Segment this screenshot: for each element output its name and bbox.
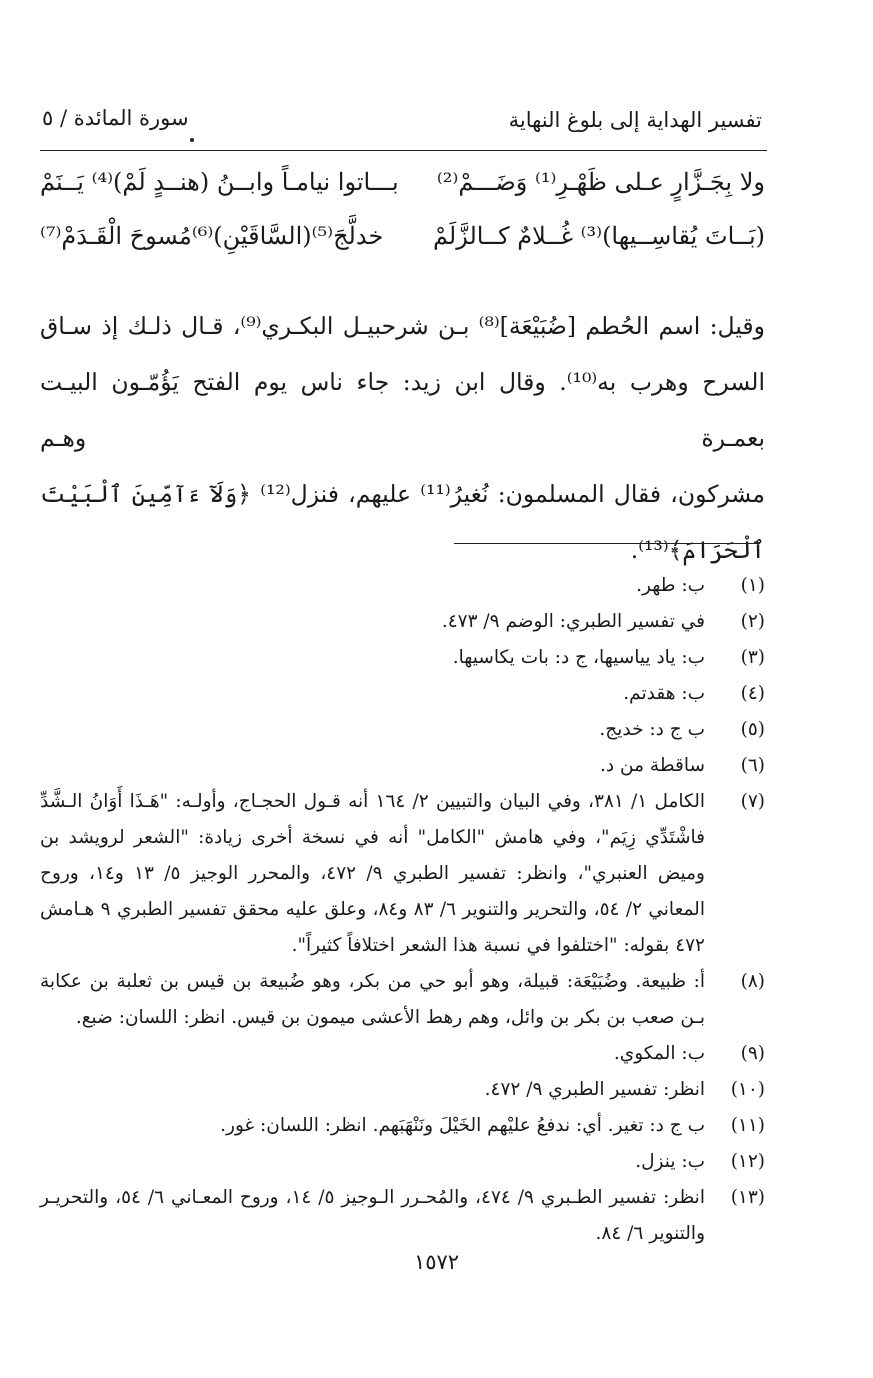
footnote [40, 1108, 765, 1144]
footnote [40, 604, 765, 640]
verse-hemistich-left: خدلَّجَ⁽⁵⁾(السَّاقَيْنِ)⁽⁶⁾مُسوحَ الْقَـدَمْ⁽⁷⁾ [40, 222, 384, 250]
footnote [40, 964, 765, 1036]
footnote-number: (١٣) [730, 1187, 765, 1208]
footnote [40, 676, 765, 712]
footnote-number: (٤) [740, 683, 765, 704]
footnote-text: ساقطة من د. [600, 755, 705, 776]
footnote-text: ب: ياد يياسيها، ج د: بات يكاسيها. [452, 647, 705, 668]
footnote [40, 640, 765, 676]
footnote [40, 748, 765, 784]
body-line: وقيل: اسم الحُطم [ضُبَيْعَة]⁽⁸⁾ بـن شرحبيـل البكـري⁽⁹⁾، قـال ذلـك إذ سـاق [40, 312, 765, 340]
footnote-text: ب: هقدتم. [623, 683, 705, 704]
footnote-text: ب ج د: تغير. أي: ندفعُ عليْهم الخَيْلَ ونَنْهَبَهم. انظر: اللسان: غور. [220, 1115, 705, 1136]
footnote [40, 712, 765, 748]
footnote-divider [454, 543, 760, 544]
verse-hemistich-left: بـــاتوا نيامـاً وابــنُ (هنــدٍ لَمْ)⁽⁴⁾ يَــنَمْ [40, 168, 399, 196]
poetry-verse [40, 168, 765, 216]
header-divider [40, 150, 767, 151]
book-title: تفسير الهداية إلى بلوغ النهاية [508, 108, 762, 132]
body-line: السرح وهرب به⁽¹⁰⁾. وقال ابن زيد: جاء ناس يوم الفتح يَؤُمّـون البيـت بعمـرة وهـم [40, 368, 765, 452]
footnote [40, 1072, 765, 1108]
body-line: مشركون، فقال المسلمون: نُغيرُ⁽¹¹⁾ عليهم، فنزل⁽¹²⁾ ﴿وَلَآ ءَآمِّينَ ٱلْبَيْتَ ٱلْحَرَامَ﴾⁽¹³⁾. [40, 480, 765, 564]
header-dot [190, 138, 194, 142]
footnote [40, 1180, 765, 1252]
footnote-number: (١١) [730, 1115, 765, 1136]
poetry-verse [40, 222, 765, 270]
footnote-number: (٩) [740, 1043, 765, 1064]
footnote-number: (٨) [740, 971, 765, 992]
footnote-text: ب: المكوي. [613, 1043, 705, 1064]
footnote-text: في تفسير الطبري: الوضم ٩/ ٤٧٣. [441, 611, 705, 632]
footnote-text: انظر: تفسير الطبري ٩/ ٤٧٢. [484, 1079, 705, 1100]
footnote-text: انظر: تفسير الطـبري ٩/ ٤٧٤، والمُحـرر الـوجيز ٥/ ١٤، وروح المعـاني ٦/ ٥٤، والتحريـر والتنوير ٦/ ٨٤. [40, 1187, 705, 1244]
footnote [40, 568, 765, 604]
footnote [40, 1144, 765, 1180]
body-paragraph [40, 298, 765, 578]
footnote-number: (٧) [740, 791, 765, 812]
footnote-number: (١٠) [730, 1079, 765, 1100]
footnote [40, 784, 765, 964]
page-number: ١٥٧٢ [413, 1250, 460, 1274]
footnote-number: (٢) [740, 611, 765, 632]
footnote-number: (١٢) [730, 1151, 765, 1172]
footnote-text: الكامل ١/ ٣٨١، وفي البيان والتبيين ٢/ ١٦٤ أنه قـول الحجـاج، وأولـه: "هَـذَا أَوَانُ الـشَّدِّ فاشْتَدِّي زِيَم"، وفي هامش "الكامل" أنه في نسخة أخرى زيادة: "الشعر لرويشد بن وميض العنبري"، وانظر: تفسير الطبري ٩/ ٤٧٢، والمحرر الوجيز ٥/ ١٣ و١٤، وروح المعاني ٢/ ٥٤، والتحرير والتنوير ٦/ ٨٣ و٨٤، وعلق عليه محقق تفسير الطبري ٩ هـامش ٤٧٢ بقوله: "اختلفوا في نسبة هذا الشعر اختلافاً كثيراً". [40, 791, 705, 956]
footnote-text: أ: ظبيعة. وضُبَيْعَة: قبيلة، وهو أبو حي من بكر، وهو ضُبيعة بن قيس بن ثعلبة بن عكابة بـن صعب بن بكر بن وائل، وهم رهط الأعشى ميمون بن قيس. انظر: اللسان: ضبع. [40, 971, 705, 1028]
verse-hemistich-right: (بَــاتَ يُقاسِــيها)⁽³⁾ غُــلامٌ كــالزَّلَمْ [432, 222, 765, 250]
footnote-number: (٣) [740, 647, 765, 668]
footnote-number: (١) [740, 575, 765, 596]
verse-hemistich-right: ولا بِجَـزَّارٍ عـلى ظَهْـرِ⁽¹⁾ وَضَـــمْ⁽²⁾ [436, 168, 765, 196]
running-header [42, 102, 762, 142]
surah-page-label: سورة المائدة / ٥ [42, 106, 189, 130]
footnote-text: ب: طهر. [636, 575, 705, 596]
footnotes [40, 568, 765, 1252]
footnote [40, 1036, 765, 1072]
footnote-text: ب ج د: خديج. [599, 719, 705, 740]
footnote-number: (٥) [740, 719, 765, 740]
footnote-text: ب: ينزل. [635, 1151, 705, 1172]
footnote-number: (٦) [740, 755, 765, 776]
